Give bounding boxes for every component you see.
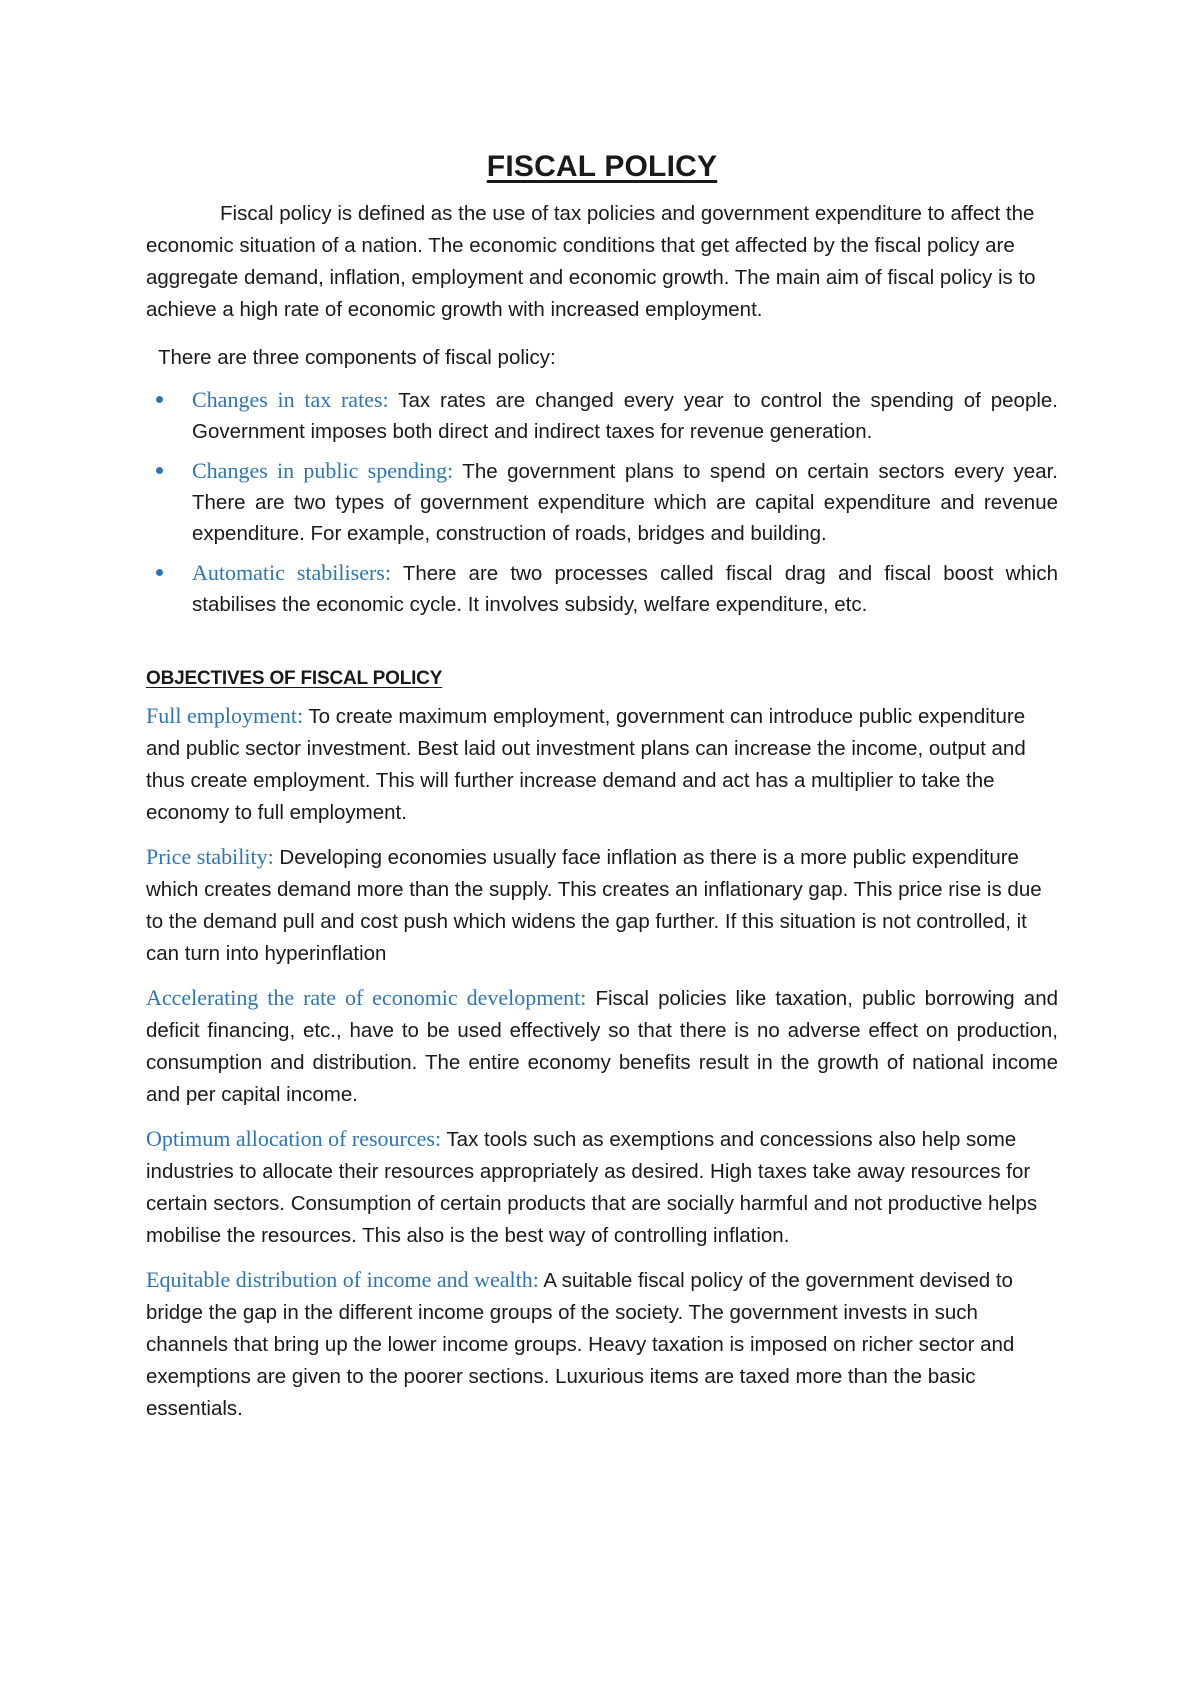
objective-term: Price stability: (146, 844, 274, 869)
list-item (146, 455, 1058, 549)
objective-paragraph (146, 982, 1058, 1111)
components-lead: There are three components of fiscal policy: (158, 346, 556, 369)
component-term: Changes in public spending: (192, 458, 454, 483)
intro-paragraph: Fiscal policy is defined as the use of tax policies and government expenditure to affect the economic situation of a nation. The economic conditions that get affected by the fiscal policy are aggregate demand, inflation, employment and economic growth. The main aim of fiscal policy is to achieve a high rate of economic growth with increased employment. (146, 202, 1036, 321)
components-list (146, 384, 1058, 620)
objective-term: Equitable distribution of income and wealth: (146, 1267, 539, 1292)
bullet-icon (156, 467, 163, 474)
objective-paragraph (146, 1123, 1058, 1252)
objective-paragraph (146, 700, 1058, 829)
page-title: FISCAL POLICY (486, 150, 718, 183)
objective-text: Fiscal policies like taxation, public borrowing and deficit financing, etc., have to be used effectively so that there is no adverse effect on production, consumption and distribution. The entire economy benefits result in the growth of national income and per capital income. (146, 987, 1058, 1106)
objective-paragraph (146, 1264, 1058, 1425)
objectives-heading: OBJECTIVES OF FISCAL POLICY (146, 668, 443, 689)
objective-paragraph (146, 841, 1058, 970)
component-text: There are two processes called fiscal drag and fiscal boost which stabilises the economic cycle. It involves subsidy, welfare expenditure, etc. (192, 562, 1059, 616)
objective-text: To create maximum employment, government can introduce public expenditure and public sector investment. Best laid out investment plans can increase the income, output and thus create employment. This will further increase demand and act has a multiplier to take the economy to full employment. (146, 705, 1026, 824)
objective-term: Full employment: (146, 703, 304, 728)
bullet-icon (156, 569, 163, 576)
bullet-icon (156, 396, 163, 403)
list-item (146, 557, 1058, 620)
objective-text: Developing economies usually face inflation as there is a more public expenditure which creates demand more than the supply. This creates an inflationary gap. This price rise is due to the demand pull and cost push which widens the gap further. If this situation is not controlled, it can turn into hyperinflation (146, 846, 1042, 965)
component-term: Automatic stabilisers: (192, 560, 391, 585)
component-text: The government plans to spend on certain sectors every year. There are two types of government expenditure which are capital expenditure and revenue expenditure. For example, construction of roads, bridges and building. (192, 460, 1058, 545)
component-term: Changes in tax rates: (192, 387, 389, 412)
document-content (146, 150, 1058, 1437)
objective-term: Accelerating the rate of economic development: (146, 985, 587, 1010)
objective-text: A suitable fiscal policy of the government devised to bridge the gap in the different income groups of the society. The government invests in such channels that bring up the lower income groups. Heavy taxation is imposed on richer sector and exemptions are given to the poorer sections. Luxurious items are taxed more than the basic essentials. (146, 1269, 1015, 1420)
list-item (146, 384, 1058, 447)
objective-text: Tax tools such as exemptions and concessions also help some industries to allocate their resources appropriately as desired. High taxes take away resources for certain sectors. Consumption of certain products that are socially harmful and not productive helps mobilise the resources. This also is the best way of controlling inflation. (146, 1128, 1038, 1247)
objective-term: Optimum allocation of resources: (146, 1126, 442, 1151)
component-text: Tax rates are changed every year to control the spending of people. Government imposes both direct and indirect taxes for revenue generation. (192, 389, 1058, 443)
